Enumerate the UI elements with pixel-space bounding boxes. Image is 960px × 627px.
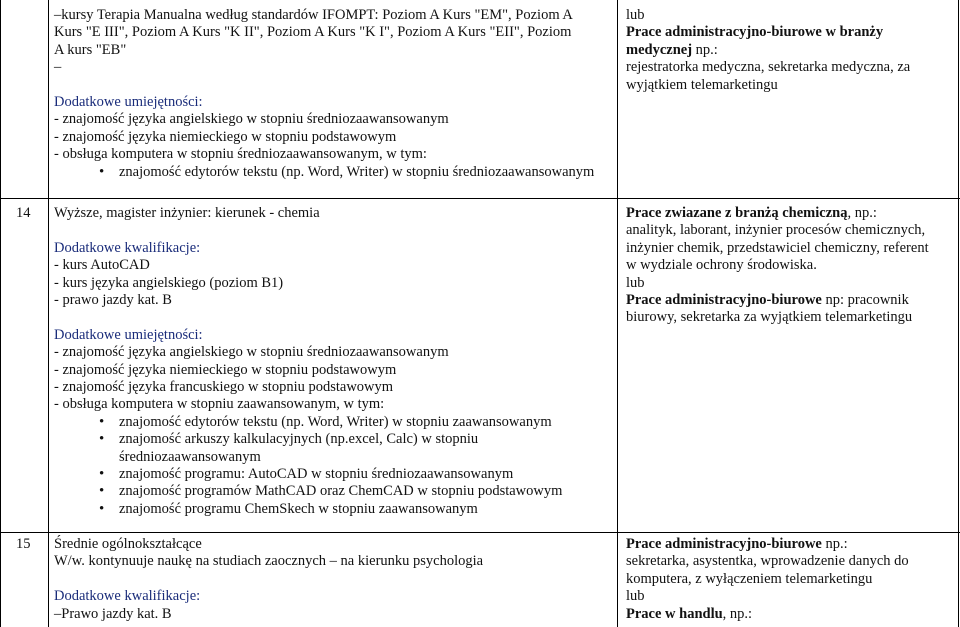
skill-item: - znajomość języka angielskiego w stopniu średniozaawansowanym [54,344,449,361]
qualification-item: –Prawo jazdy kat. B [54,605,172,622]
skill-item: - znajomość języka niemieckiego w stopniu podstawowym [54,361,397,378]
row-14-jobs [626,205,929,327]
job-category [626,24,946,59]
job-category [626,292,929,309]
skills-heading: Dodatkowe umiejętności: [54,94,203,111]
row-14-description [54,205,562,518]
column-divider [0,0,1,627]
skill-item: - znajomość języka francuskiego w stopniu podstawowym [54,379,394,396]
bullet-item: • znajomość programów MathCAD oraz ChemCAD w stopniu podstawowym [54,483,562,500]
bullet-item: • znajomość edytorów tekstu (np. Word, Writer) w stopniu średniozaawansowanym [54,164,594,181]
job-list-line: np: pracownik [821,292,909,309]
bullet-item: • znajomość edytorów tekstu (np. Word, Writer) w stopniu zaawansowanym [54,414,562,431]
job-category [626,606,909,623]
skill-item: - obsługa komputera w stopniu średniozaawansowanym, w tym: [54,146,427,163]
job-category-title: Prace zwiazane z branżą chemiczną [626,205,848,221]
row-divider [0,198,960,199]
job-category-title: Prace administracyjno-biurowe w branży medycznej [626,24,884,58]
bullet-item: • znajomość programu ChemSkech w stopniu zaawansowanym [54,501,562,518]
np-label: , np.: [722,605,753,622]
column-divider [617,0,618,627]
text-line: – [54,59,62,76]
text-line: –kursy Terapia Manualna według standardów IFOMPT: Poziom A Kurs "EM", Poziom A [54,7,573,23]
skill-item: - obsługa komputera w stopniu zaawansowanym, w tym: [54,396,385,413]
row-13-jobs [626,7,946,94]
row-15-description [54,536,483,623]
or-label: lub [626,274,645,291]
qualification-item: - kurs AutoCAD [54,257,150,274]
job-category-title: Prace administracyjno-biurowe [626,536,822,552]
education-level: Średnie ogólnokształcące [54,536,202,552]
bullet-continuation: średniozaawansowanym [119,448,261,465]
qualification-item: - kurs języka angielskiego (poziom B1) [54,274,284,291]
bullet-item: • znajomość arkuszy kalkulacyjnych (np.excel, Calc) w stopniu [54,431,562,448]
job-list-line: rejestratorka medyczna, sekretarka medyczna, za [626,59,911,76]
row-number: 14 [16,205,31,221]
qualification-item: - prawo jazdy kat. B [54,292,172,309]
qualifications-heading: Dodatkowe kwalifikacje: [54,588,201,605]
job-list-line: inżynier chemik, przedstawiciel chemiczny, referent [626,239,929,256]
job-list-line: analityk, laborant, inżynier procesów chemicznych, [626,222,926,239]
skills-heading: Dodatkowe umiejętności: [54,326,203,343]
education-note: W/w. kontynuuje naukę na studiach zaocznych – na kierunku psychologia [54,553,484,570]
job-category [626,536,909,553]
job-category-title: Prace administracyjno-biurowe [626,292,822,309]
bullet-item: • znajomość programu: AutoCAD w stopniu średniozaawansowanym [54,466,562,483]
row-divider [0,532,960,533]
np-label: np.: [821,536,848,552]
np-label: , np.: [847,205,877,221]
job-category [626,205,929,222]
job-list-line: w wydziale ochrony środowiska. [626,257,817,274]
job-list-line: wyjątkiem telemarketingu [626,76,778,93]
skill-item: - znajomość języka angielskiego w stopniu średniozaawansowanym [54,111,449,128]
np-label: np.: [692,41,718,58]
skill-item: - znajomość języka niemieckiego w stopniu podstawowym [54,128,397,145]
text-line: A kurs "EB" [54,41,127,58]
row-15-jobs [626,536,909,623]
job-list-line: biurowy, sekretarka za wyjątkiem telemarketingu [626,309,913,326]
or-label: lub [626,7,645,23]
column-divider [48,0,49,627]
row-number: 15 [16,536,31,552]
qualifications-heading: Dodatkowe kwalifikacje: [54,239,201,256]
or-label: lub [626,588,645,605]
job-list-line: sekretarka, asystentka, wprowadzenie danych do [626,553,909,570]
column-divider [958,0,959,627]
text-line: Kurs "E III", Poziom A Kurs "K II", Poziom A Kurs "K I", Poziom A Kurs "EII", Poziom [54,24,572,41]
row-13-description [54,7,594,181]
education-level: Wyższe, magister inżynier: kierunek - chemia [54,205,320,221]
job-category-title: Prace w handlu [626,605,723,622]
job-list-line: komputera, z wyłączeniem telemarketingu [626,570,873,587]
